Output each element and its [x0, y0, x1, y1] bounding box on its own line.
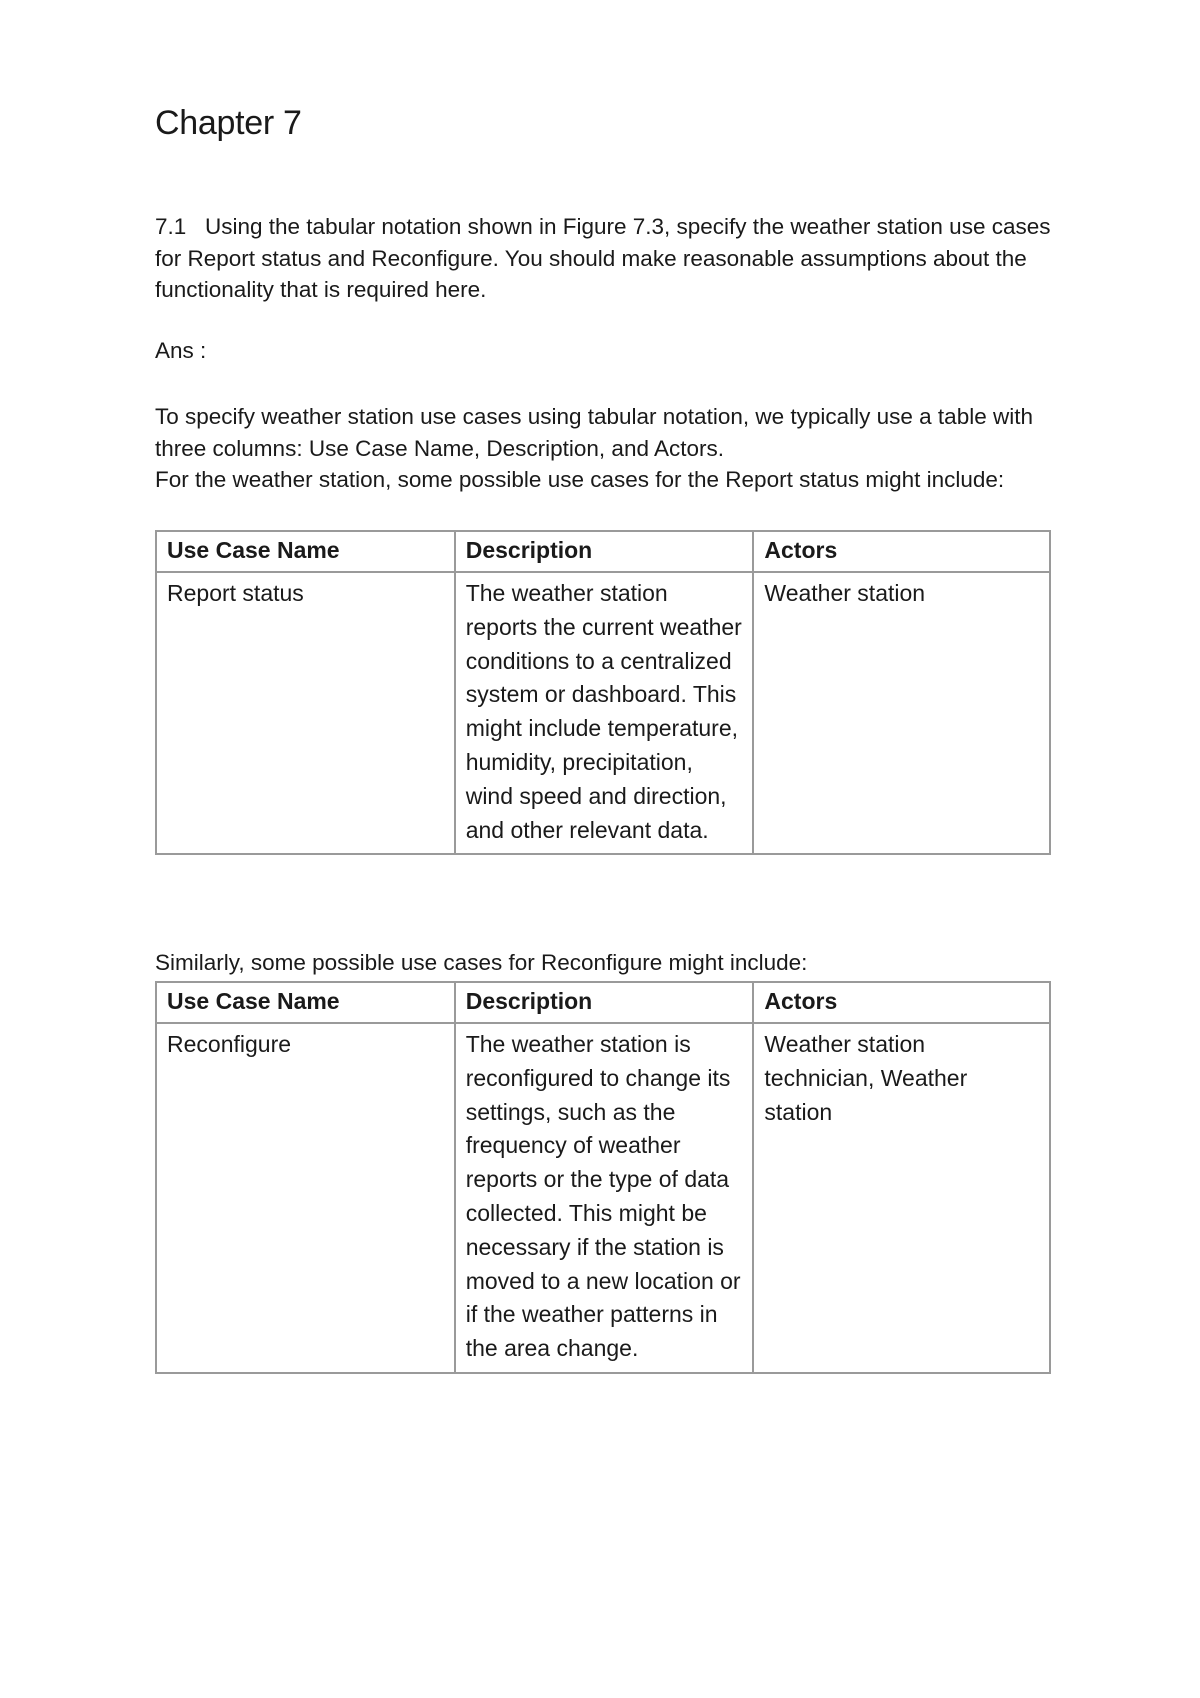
answer-label: Ans : [155, 338, 207, 363]
report-status-table [155, 530, 1051, 855]
table-row [156, 572, 1050, 854]
reconfigure-table [155, 981, 1051, 1374]
header-description: Description [455, 531, 754, 572]
cell-description: The weather station reports the current weather conditions to a centralized system or dashboard. This might include temperature, humidity, precipitation, wind speed and direction, and other relevant data. [455, 572, 754, 854]
cell-actors: Weather station technician, Weather station [753, 1023, 1050, 1373]
header-use-case-name: Use Case Name [156, 982, 455, 1023]
question [155, 211, 1055, 306]
header-description: Description [455, 982, 754, 1023]
cell-use-case-name: Reconfigure [156, 1023, 455, 1373]
header-use-case-name: Use Case Name [156, 531, 455, 572]
table-header-row [156, 982, 1050, 1023]
cell-use-case-name: Report status [156, 572, 455, 854]
header-actors: Actors [753, 982, 1050, 1023]
question-number: 7.1 [155, 214, 187, 239]
header-actors: Actors [753, 531, 1050, 572]
intro-paragraph-1: To specify weather station use cases using tabular notation, we typically use a table with three columns: Use Case Name, Description, and Actors. [155, 404, 1033, 461]
intro-text [155, 401, 1055, 496]
cell-description: The weather station is reconfigured to change its settings, such as the frequency of weather reports or the type of data collected. This might be necessary if the station is moved to a new location or if the weather patterns in the area change. [455, 1023, 754, 1373]
chapter-title: Chapter 7 [155, 104, 302, 142]
cell-actors: Weather station [753, 572, 1050, 854]
intro-paragraph-2: For the weather station, some possible use cases for the Report status might include: [155, 467, 1005, 493]
between-text: Similarly, some possible use cases for Reconfigure might include: [155, 950, 808, 975]
table-header-row [156, 531, 1050, 572]
table-row [156, 1023, 1050, 1373]
question-text: Using the tabular notation shown in Figure 7.3, specify the weather station use cases for Report status and Reconfigure. You should make reasonable assumptions about the functionality that is required here. [155, 214, 1051, 303]
